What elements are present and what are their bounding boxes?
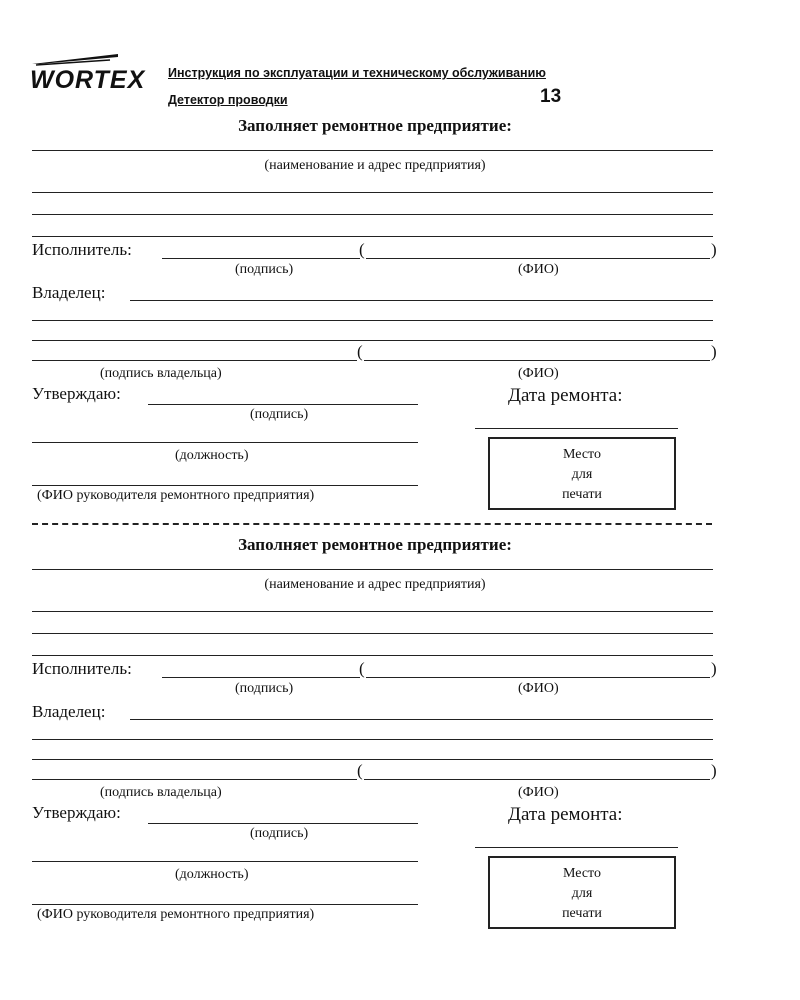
org-line[interactable] bbox=[32, 192, 713, 193]
paren: ( bbox=[357, 342, 363, 361]
stamp-box bbox=[488, 856, 676, 929]
logo-swoosh-icon bbox=[30, 52, 120, 66]
owner-signature-caption: (подпись владельца) bbox=[100, 366, 222, 381]
paren: ) bbox=[711, 342, 717, 361]
org-line[interactable] bbox=[32, 633, 713, 634]
owner-line[interactable] bbox=[32, 759, 713, 760]
owner-line[interactable] bbox=[32, 340, 713, 341]
signature-caption: (подпись) bbox=[235, 262, 294, 277]
owner-label: Владелец: bbox=[32, 702, 106, 721]
approve-signature-field[interactable] bbox=[148, 823, 418, 824]
repair-form-1 bbox=[0, 116, 800, 536]
product-name: Детектор проводки bbox=[168, 93, 288, 107]
stamp-text: печати bbox=[562, 906, 602, 921]
stamp-text: Место bbox=[563, 447, 601, 462]
head-fio-field[interactable] bbox=[32, 485, 418, 486]
doc-title: Инструкция по эксплуатации и техническому обслуживанию bbox=[168, 66, 546, 80]
repair-date-field[interactable] bbox=[475, 428, 678, 429]
org-line[interactable] bbox=[32, 611, 713, 612]
paren: ( bbox=[359, 659, 365, 678]
fio-caption: (ФИО) bbox=[518, 366, 559, 381]
executor-signature-field[interactable] bbox=[162, 258, 360, 259]
org-caption: (наименование и адрес предприятия) bbox=[264, 577, 486, 592]
owner-field[interactable] bbox=[130, 719, 713, 720]
owner-signature-field[interactable] bbox=[32, 360, 357, 361]
form-title: Заполняет ремонтное предприятие: bbox=[238, 535, 512, 554]
approve-label: Утверждаю: bbox=[32, 384, 121, 403]
stamp-text: Место bbox=[563, 866, 601, 881]
org-line[interactable] bbox=[32, 655, 713, 656]
paren: ) bbox=[711, 659, 717, 678]
owner-fio-field[interactable] bbox=[364, 779, 710, 780]
paren: ( bbox=[357, 761, 363, 780]
owner-field[interactable] bbox=[130, 300, 713, 301]
owner-signature-field[interactable] bbox=[32, 779, 357, 780]
executor-label: Исполнитель: bbox=[32, 659, 132, 678]
signature-caption: (подпись) bbox=[235, 681, 294, 696]
org-line[interactable] bbox=[32, 150, 713, 151]
repair-form-2 bbox=[0, 535, 800, 955]
executor-fio-field[interactable] bbox=[366, 258, 710, 259]
approve-signature-field[interactable] bbox=[148, 404, 418, 405]
position-field[interactable] bbox=[32, 442, 418, 443]
head-fio-caption: (ФИО руководителя ремонтного предприятия) bbox=[37, 907, 315, 922]
cut-line bbox=[32, 523, 712, 525]
owner-signature-caption: (подпись владельца) bbox=[100, 785, 222, 800]
fio-caption: (ФИО) bbox=[518, 262, 559, 277]
fio-caption: (ФИО) bbox=[518, 785, 559, 800]
stamp-text: для bbox=[571, 886, 593, 901]
executor-fio-field[interactable] bbox=[366, 677, 710, 678]
owner-line[interactable] bbox=[32, 320, 713, 321]
logo-text: WORTEX bbox=[30, 66, 146, 94]
org-line[interactable] bbox=[32, 214, 713, 215]
signature-caption: (подпись) bbox=[250, 826, 309, 841]
approve-label: Утверждаю: bbox=[32, 803, 121, 822]
signature-caption: (подпись) bbox=[250, 407, 309, 422]
position-field[interactable] bbox=[32, 861, 418, 862]
head-fio-caption: (ФИО руководителя ремонтного предприятия) bbox=[37, 488, 315, 503]
stamp-box bbox=[488, 437, 676, 510]
owner-fio-field[interactable] bbox=[364, 360, 710, 361]
org-caption: (наименование и адрес предприятия) bbox=[264, 158, 486, 173]
paren: ) bbox=[711, 761, 717, 780]
paren: ) bbox=[711, 240, 717, 259]
position-caption: (должность) bbox=[175, 448, 249, 463]
stamp-text: печати bbox=[562, 487, 602, 502]
paren: ( bbox=[359, 240, 365, 259]
wortex-logo bbox=[30, 52, 145, 95]
executor-signature-field[interactable] bbox=[162, 677, 360, 678]
owner-label: Владелец: bbox=[32, 283, 106, 302]
repair-date-label: Дата ремонта: bbox=[508, 385, 623, 406]
executor-label: Исполнитель: bbox=[32, 240, 132, 259]
stamp-text: для bbox=[571, 467, 593, 482]
fio-caption: (ФИО) bbox=[518, 681, 559, 696]
repair-date-label: Дата ремонта: bbox=[508, 804, 623, 825]
org-line[interactable] bbox=[32, 236, 713, 237]
position-caption: (должность) bbox=[175, 867, 249, 882]
head-fio-field[interactable] bbox=[32, 904, 418, 905]
form-title: Заполняет ремонтное предприятие: bbox=[238, 116, 512, 135]
repair-date-field[interactable] bbox=[475, 847, 678, 848]
org-line[interactable] bbox=[32, 569, 713, 570]
page-number: 13 bbox=[540, 86, 562, 107]
owner-line[interactable] bbox=[32, 739, 713, 740]
